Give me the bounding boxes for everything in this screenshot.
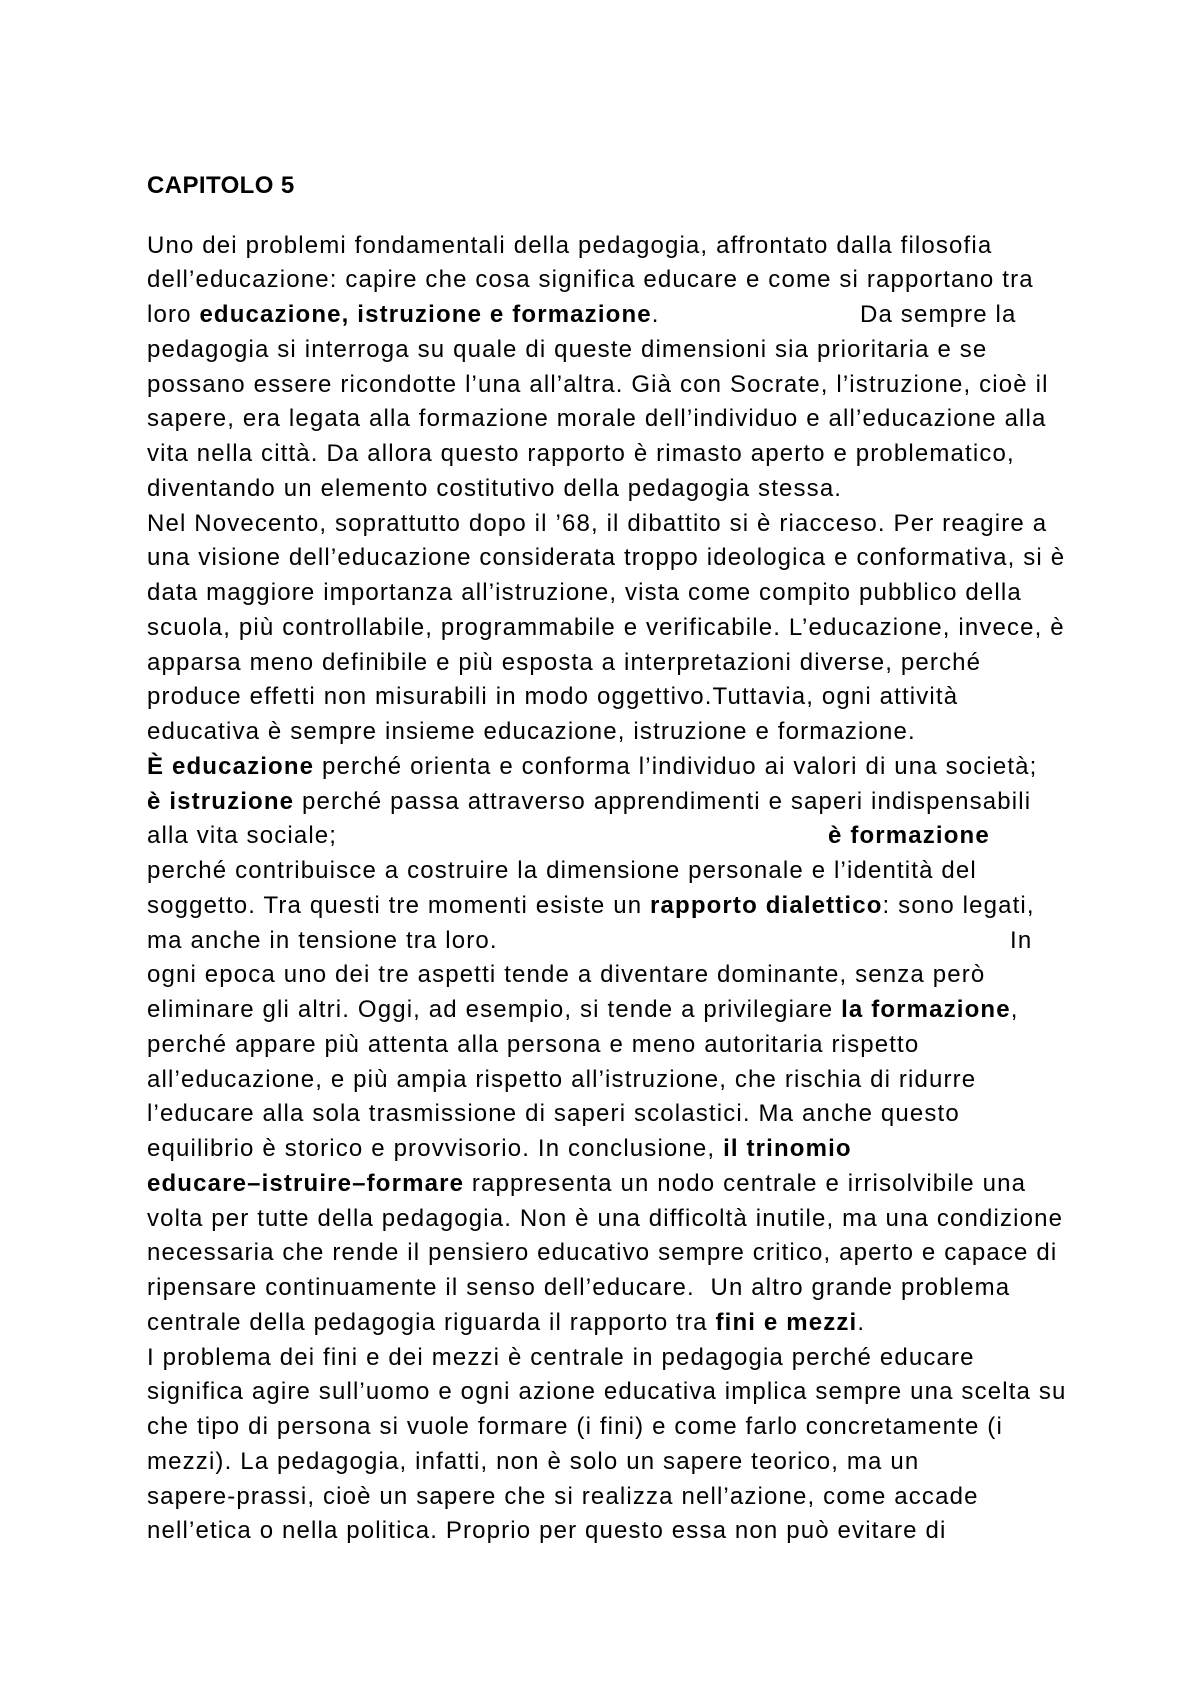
text-line	[147, 1445, 1147, 1480]
bold-term: fini e mezzi	[715, 1308, 858, 1336]
text-segment: scuola, più controllabile, programmabile e verificabile. L’educazione, invece, è	[147, 613, 1065, 641]
body-text	[147, 229, 1147, 1550]
text-segment: ogni epoca uno dei tre aspetti tende a diventare dominante, senza però	[147, 961, 986, 989]
text-line	[147, 924, 1147, 959]
text-segment: soggetto. Tra questi tre momenti esiste un	[147, 891, 651, 919]
text-segment: data maggiore importanza all’istruzione, vista come compito pubblico della	[147, 579, 1022, 606]
text-segment: perché appare più attenta alla persona e meno autoritaria rispetto	[147, 1030, 920, 1058]
text-line	[147, 1132, 1147, 1167]
text-segment: sapere, era legata alla formazione morale dell’individuo e all’educazione alla	[147, 405, 1047, 433]
text-segment: nell’etica o nella politica. Proprio per questo essa non può evitare di	[147, 1517, 947, 1545]
text-segment: sapere-prassi, cioè un sapere che si realizza nell’azione, come accade	[147, 1482, 979, 1510]
text-line	[147, 1063, 1147, 1098]
text-line	[147, 611, 1147, 646]
text-line	[147, 1202, 1147, 1237]
text-line	[147, 1028, 1147, 1063]
text-segment: ma anche in tensione tra loro.	[147, 926, 498, 954]
text-segment: educativa è sempre insieme educazione, istruzione e formazione.	[147, 718, 916, 745]
text-segment: alla vita sociale;	[147, 822, 338, 850]
text-line	[147, 368, 1147, 403]
text-line	[147, 715, 1147, 750]
text-segment: perché orienta e conforma l’individuo ai valori di una società;	[314, 752, 1038, 780]
text-line	[147, 1167, 1147, 1202]
text-segment: I problema dei fini e dei mezzi è centrale in pedagogia perché educare	[147, 1343, 975, 1371]
text-line	[147, 1306, 1147, 1341]
text-line	[147, 402, 1147, 437]
text-segment: .	[857, 1308, 866, 1336]
text-segment: : sono legati,	[882, 891, 1035, 919]
text-line	[147, 646, 1147, 681]
bold-term: è istruzione	[147, 787, 295, 815]
text-line	[147, 1514, 1147, 1549]
text-segment: diventando un elemento costitutivo della pedagogia stessa.	[147, 474, 843, 502]
text-segment: eliminare gli altri. Oggi, ad esempio, si tende a privilegiare	[147, 996, 842, 1023]
bold-term: rapporto dialettico	[650, 891, 883, 919]
text-line	[147, 854, 1147, 889]
text-line	[147, 1480, 1147, 1515]
text-line	[147, 1341, 1147, 1376]
text-line	[147, 1271, 1147, 1306]
bold-term: la formazione	[841, 996, 1011, 1023]
text-line	[147, 229, 1147, 264]
text-segment: centrale della pedagogia riguarda il rapporto tra	[147, 1308, 716, 1336]
text-segment: Nel Novecento, soprattutto dopo il ’68, il dibattito si è riacceso. Per reagire a	[147, 509, 1048, 537]
text-line	[147, 785, 1147, 820]
text-line	[147, 1097, 1147, 1132]
text-line	[147, 437, 1147, 472]
text-segment: produce effetti non misurabili in modo oggettivo.Tuttavia, ogni attività	[147, 683, 959, 711]
text-segment: perché passa attraverso apprendimenti e saperi indispensabili	[294, 787, 1032, 815]
text-line	[147, 889, 1147, 924]
text-segment: perché contribuisce a costruire la dimensione personale e l’identità del	[147, 857, 977, 884]
text-line	[147, 298, 1147, 333]
text-segment: una visione dell’educazione considerata troppo ideologica e conformativa, si è	[147, 544, 1066, 572]
text-segment: In	[1010, 926, 1033, 954]
text-segment: Da sempre la	[860, 301, 1017, 328]
text-segment: ,	[1010, 996, 1019, 1023]
text-segment: pedagogia si interroga su quale di queste dimensioni sia prioritaria e se	[147, 335, 988, 363]
text-segment: Uno dei problemi fondamentali della pedagogia, affrontato dalla filosofia	[147, 231, 993, 259]
bold-term: è formazione	[828, 822, 990, 850]
text-segment: vita nella città. Da allora questo rapporto è rimasto aperto e problematico,	[147, 440, 1015, 467]
text-line	[147, 263, 1147, 298]
text-segment: significa agire sull’uomo e ogni azione educativa implica sempre una scelta su	[147, 1378, 1067, 1406]
text-segment: mezzi). La pedagogia, infatti, non è solo un sapere teorico, ma un	[147, 1447, 920, 1475]
text-segment: l’educare alla sola trasmissione di saperi scolastici. Ma anche questo	[147, 1100, 960, 1128]
text-line	[147, 993, 1147, 1028]
text-segment: apparsa meno definibile e più esposta a interpretazioni diverse, perché	[147, 648, 982, 676]
text-segment: .	[651, 301, 660, 328]
text-segment: all’educazione, e più ampia rispetto all’istruzione, che rischia di ridurre	[147, 1065, 977, 1093]
text-segment: volta per tutte della pedagogia. Non è una difficoltà inutile, ma una condizione	[147, 1204, 1064, 1232]
text-segment: possano essere ricondotte l’una all’altra. Già con Socrate, l’istruzione, cioè il	[147, 370, 1049, 398]
text-line	[147, 1236, 1147, 1271]
text-line	[147, 819, 1147, 854]
text-segment: ripensare continuamente il senso dell’educare. Un altro grande problema	[147, 1274, 1011, 1301]
bold-term: educare–istruire–formare	[147, 1169, 465, 1197]
text-segment: equilibrio è storico e provvisorio. In conclusione,	[147, 1135, 724, 1162]
text-line	[147, 541, 1147, 576]
text-segment: rappresenta un nodo centrale e irrisolvibile una	[464, 1169, 1027, 1197]
text-segment: loro	[147, 301, 200, 328]
bold-term: È educazione	[147, 752, 315, 780]
text-segment: dell’educazione: capire che cosa significa educare e come si rapportano tra	[147, 266, 1034, 294]
text-line	[147, 680, 1147, 715]
text-line	[147, 1410, 1147, 1445]
bold-term: il trinomio	[723, 1135, 852, 1162]
text-line	[147, 333, 1147, 368]
text-line	[147, 958, 1147, 993]
text-line	[147, 1375, 1147, 1410]
text-line	[147, 750, 1147, 785]
bold-term: educazione, istruzione e formazione	[199, 301, 652, 328]
text-segment: che tipo di persona si vuole formare (i fini) e come farlo concretamente (i	[147, 1413, 1003, 1440]
text-line	[147, 576, 1147, 611]
text-segment: necessaria che rende il pensiero educativo sempre critico, aperto e capace di	[147, 1239, 1058, 1267]
text-line	[147, 507, 1147, 542]
text-line	[147, 472, 1147, 507]
chapter-heading: CAPITOLO 5	[147, 172, 295, 199]
